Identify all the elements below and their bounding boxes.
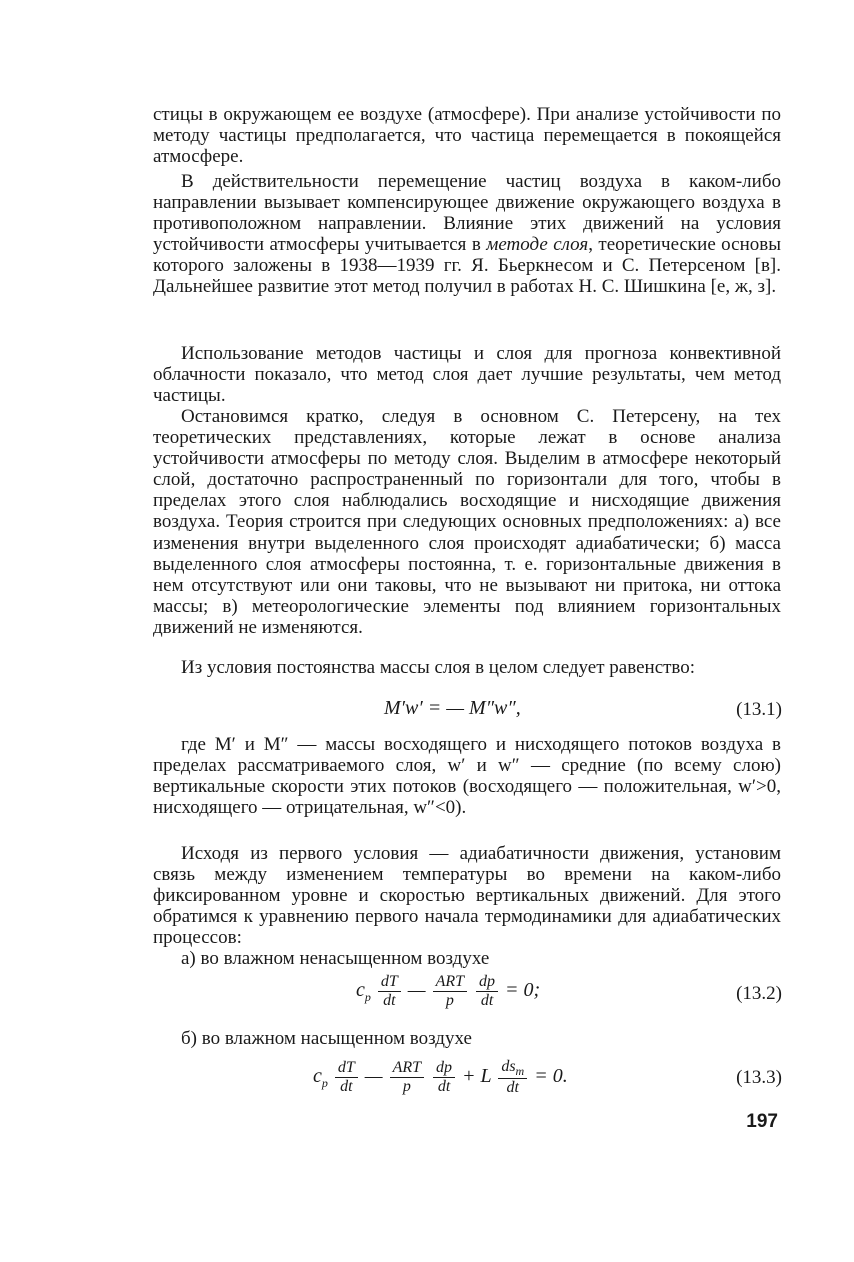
- equation-number-13-3: (13.3): [736, 1067, 782, 1088]
- fraction-denominator: dt: [340, 1078, 353, 1096]
- fraction-denominator: dt: [437, 1078, 451, 1096]
- fraction-numerator: dT: [378, 974, 401, 992]
- equation-number-13-1: (13.1): [736, 699, 782, 720]
- numerator-ds: ds: [501, 1058, 516, 1075]
- fraction-dsm-dt: [498, 1059, 527, 1096]
- fraction-dT-dt: [378, 974, 401, 1009]
- fraction-denominator: dt: [506, 1079, 519, 1097]
- cp-subscript: p: [321, 1076, 328, 1091]
- paragraph-mass-condition: Из условия постоянства массы слоя в целом следует равенство:: [181, 657, 696, 678]
- paragraph-text: В действительности перемещение частиц воздуха в каком-либо направлении вызывает компенсирующее движение окружающего воздуха в противоположном направлении. Влияние этих движений на условия устойчивости атмосферы учитывается в: [153, 171, 781, 256]
- case-a-label: а) во влажном ненасыщенном воздухе: [181, 948, 490, 969]
- equation-number-13-2: (13.2): [736, 983, 782, 1004]
- cp-symbol: c: [313, 1065, 322, 1088]
- cp-subscript: p: [364, 990, 371, 1005]
- fraction-dT-dt: [335, 1060, 358, 1095]
- fraction-numerator: dp: [433, 1060, 455, 1078]
- fraction-dp-dt: [476, 974, 498, 1009]
- numerator-subscript: m: [515, 1064, 525, 1079]
- fraction-ART-p: [433, 974, 467, 1009]
- paragraph-text: , теоретические основы которого заложены в 1938—1939 гг. Я. Бьеркнесом и С. Петерсеном [в]. Дальнейшее развитие этот метод получил в работах Н. С. Шишкина [е, ж, з].: [153, 234, 781, 298]
- page-number: 197: [746, 1111, 778, 1132]
- fraction-numerator: dp: [476, 974, 498, 992]
- fraction-ART-p: [390, 1060, 424, 1095]
- fraction-numerator: [498, 1059, 527, 1079]
- minus-sign: —: [407, 979, 426, 1002]
- fraction-numerator: ART: [390, 1060, 424, 1078]
- equation-13-3: [313, 1059, 568, 1096]
- minus-sign: —: [364, 1065, 383, 1088]
- equation-13-2: [356, 974, 540, 1009]
- fraction-denominator: dt: [383, 992, 396, 1009]
- cp-symbol: c: [356, 979, 365, 1002]
- fraction-denominator: dt: [480, 992, 494, 1009]
- fraction-numerator: ART: [433, 974, 467, 992]
- paragraph-definitions: где M′ и M″ — массы восходящего и нисходящего потоков воздуха в пределах рассматриваемого слоя, w′ и w″ — средние (по всему слою) вертикальные скорости этих потоков (восходящего — положительная, w′>0, нисходящего — отрицательная, w″<0).: [153, 734, 781, 819]
- equals-zero: = 0;: [505, 979, 541, 1002]
- paragraph-adiabatic: Исходя из первого условия — адиабатичности движения, установим связь между изменением температуры во времени на каком-либо фиксированном уровне и скоростью вертикальных движений. Для этого обратимся к уравнению первого начала термодинамики для адиабатических процессов:: [153, 843, 781, 949]
- fraction-denominator: p: [402, 1078, 411, 1096]
- equals-zero: = 0.: [534, 1065, 568, 1088]
- fraction-denominator: p: [445, 992, 454, 1009]
- plus-L: + L: [462, 1065, 492, 1088]
- case-b-label: б) во влажном насыщенном воздухе: [181, 1028, 472, 1049]
- term-layer-method: методе слоя: [486, 234, 589, 256]
- paragraph-comparison: Использование методов частицы и слоя для прогноза конвективной облачности показало, что метод слоя дает лучшие результаты, чем метод частицы.: [153, 343, 781, 407]
- paragraph-assumptions: Остановимся кратко, следуя в основном С. Петерсену, на тех теоретических представлениях, которые лежат в основе анализа устойчивости атмосферы по методу слоя. Выделим в атмосфере некоторый слой, достаточно распространенный по горизонтали для того, чтобы в пределах этого слоя наблюдались восходящие и нисходящие движения воздуха. Теория строится при следующих основных предположениях: а) все изменения внутри выделенного слоя происходят адиабатически; б) масса выделенного слоя атмосферы постоянна, т. е. горизонтальные движения в нем отсутствуют или они таковы, что не вызывают ни притока, ни оттока массы; в) метеорологические элементы под влиянием горизонтальных движений не изменяются.: [153, 406, 781, 638]
- fraction-dp-dt: [433, 1060, 455, 1095]
- paragraph-continuation: стицы в окружающем ее воздухе (атмосфере). При анализе устойчивости по методу частицы предполагается, что частица перемещается в покоящейся атмосфере.: [153, 104, 781, 168]
- paragraph-layer-method: [153, 171, 781, 298]
- fraction-numerator: dT: [335, 1060, 358, 1078]
- equation-13-1: M′w′ = — M″w″,: [384, 697, 521, 719]
